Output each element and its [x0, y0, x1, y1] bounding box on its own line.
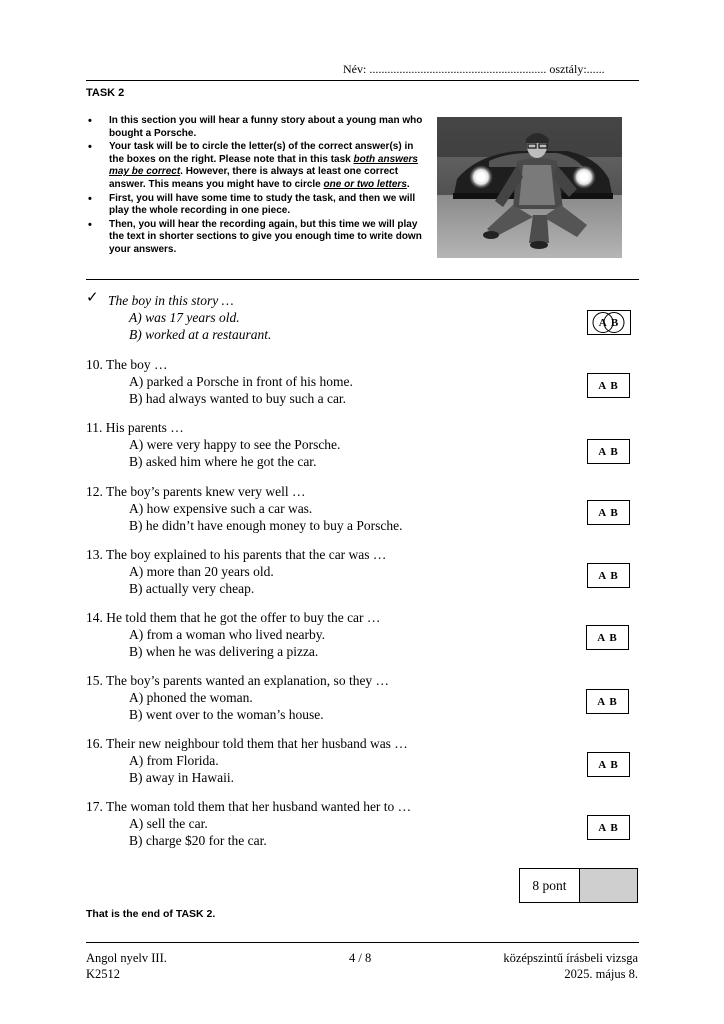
- points-score-field: [580, 869, 637, 902]
- instruction-item: • Then, you will hear the recording again, but this time we will play the text in shorter sections to give you enough time to write down your answers.: [86, 219, 428, 257]
- option-a: A) from a woman who lived nearby.: [129, 627, 325, 642]
- footer-right: [503, 950, 638, 982]
- option-a: A) phoned the woman.: [129, 690, 253, 705]
- option-b: B) away in Hawaii.: [129, 770, 234, 785]
- story-photo: [437, 117, 622, 258]
- question-stem: 17. The woman told them that her husband wanted her to …: [86, 799, 412, 814]
- option-b: B) asked him where he got the car.: [129, 454, 317, 469]
- question-stem: 10. The boy …: [86, 357, 168, 372]
- page-number: 4 / 8: [349, 951, 372, 965]
- task-title: TASK 2: [86, 87, 125, 99]
- answer-box-15[interactable]: A B: [586, 689, 629, 714]
- option-b: B) actually very cheap.: [129, 581, 255, 596]
- question-16: [86, 735, 408, 786]
- answer-box-11[interactable]: A B: [587, 439, 630, 464]
- option-b: B) he didn’t have enough money to buy a Porsche.: [129, 518, 403, 533]
- emphasis-both-correct: both answers may be correct: [109, 153, 418, 178]
- option-b: B) went over to the woman’s house.: [129, 707, 324, 722]
- footer-subject: Angol nyelv III.: [86, 951, 167, 965]
- option-a: A) was 17 years old.: [129, 310, 240, 325]
- section-divider: [86, 279, 639, 280]
- points-label: 8 pont: [520, 869, 580, 902]
- question-stem: 13. The boy explained to his parents that the car was …: [86, 547, 387, 562]
- answer-letters: A B: [598, 317, 620, 329]
- question-stem: 15. The boy’s parents wanted an explanation, so they …: [86, 673, 390, 688]
- end-note: That is the end of TASK 2.: [86, 908, 216, 920]
- question-12: [86, 483, 402, 534]
- question-14: [86, 609, 380, 660]
- answer-box-17[interactable]: A B: [587, 815, 630, 840]
- option-a: A) parked a Porsche in front of his home.: [129, 374, 353, 389]
- footer-divider: [86, 942, 639, 943]
- answer-box-14[interactable]: A B: [586, 625, 629, 650]
- option-b: B) worked at a restaurant.: [129, 327, 272, 342]
- option-b: B) charge $20 for the car.: [129, 833, 267, 848]
- example-question: [86, 292, 271, 343]
- option-a: A) were very happy to see the Porsche.: [129, 437, 341, 452]
- points-box: [519, 868, 638, 903]
- option-b: B) had always wanted to buy such a car.: [129, 391, 347, 406]
- question-stem: 14. He told them that he got the offer to buy the car …: [86, 610, 381, 625]
- answer-box-12[interactable]: A B: [587, 500, 630, 525]
- header-divider: [86, 80, 639, 81]
- footer-date: 2025. május 8.: [564, 967, 638, 981]
- answer-box-13[interactable]: A B: [587, 563, 630, 588]
- question-13: [86, 546, 386, 597]
- footer-left: [86, 950, 167, 982]
- instructions-list: [86, 115, 428, 258]
- answer-box-16[interactable]: A B: [587, 752, 630, 777]
- question-11: [86, 419, 340, 470]
- option-a: A) from Florida.: [129, 753, 219, 768]
- emphasis-one-or-two: one or two letters: [323, 178, 407, 190]
- footer-exam-level: középszintű írásbeli vizsga: [503, 951, 638, 965]
- instruction-item: • In this section you will hear a funny story about a young man who bought a Porsche.: [86, 115, 428, 140]
- option-a: A) how expensive such a car was.: [129, 501, 313, 516]
- instruction-item: • First, you will have some time to study the task, and then we will play the whole recording in one piece.: [86, 193, 428, 218]
- question-stem: 11. His parents …: [86, 420, 184, 435]
- question-17: [86, 798, 411, 849]
- checkmark-icon: ✓: [86, 290, 99, 306]
- question-stem: 12. The boy’s parents knew very well …: [86, 484, 306, 499]
- question-stem: The boy in this story …: [108, 293, 234, 308]
- question-15: [86, 672, 389, 723]
- name-class-line: Név: ........................................................... osztály:......: [343, 62, 605, 76]
- option-b: B) when he was delivering a pizza.: [129, 644, 319, 659]
- option-a: A) more than 20 years old.: [129, 564, 274, 579]
- answer-box-10[interactable]: A B: [587, 373, 630, 398]
- option-a: A) sell the car.: [129, 816, 208, 831]
- example-answer-box: [587, 310, 631, 335]
- question-10: [86, 356, 353, 407]
- instruction-item: • Your task will be to circle the letter(s) of the correct answer(s) in the boxes on the right. Please note that in this task both answers may be correct. However, there is always at least one correct answer. This means you might have to circle one or two letters.: [86, 141, 428, 191]
- question-stem: 16. Their new neighbour told them that her husband was …: [86, 736, 408, 751]
- footer-code: K2512: [86, 967, 121, 981]
